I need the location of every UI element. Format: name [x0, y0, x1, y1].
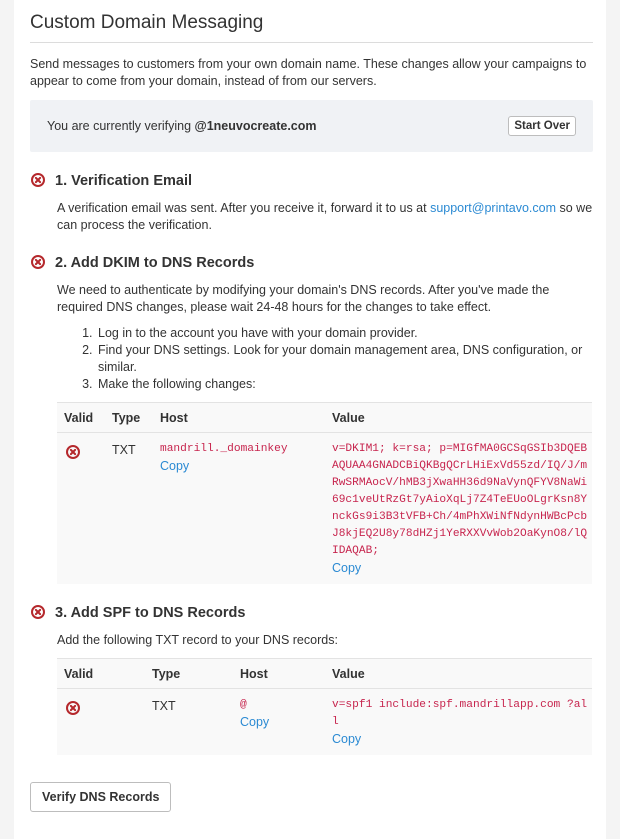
spf-host-value: @ [240, 699, 247, 711]
step1-text [57, 200, 593, 234]
step3-text: Add the following TXT record to your DNS records: [57, 633, 338, 647]
dkim-dns-table [57, 402, 592, 584]
dkim-valid-x-circle-icon [66, 445, 80, 459]
dkim-host-cell [160, 441, 320, 475]
spf-value-copy-link[interactable]: Copy [332, 732, 362, 746]
spf-host-cell [240, 697, 320, 731]
main-panel [14, 0, 606, 839]
support-email-link[interactable]: support@printavo.com [430, 201, 557, 215]
step2-text: We need to authenticate by modifying your domain's DNS records. After you've made the required DNS changes, please wait 24-48 hours for the changes to take effect. [57, 283, 550, 314]
spf-dns-table [57, 658, 592, 755]
verification-prefix: You are currently verifying [47, 119, 195, 133]
dkim-header-host: Host [160, 411, 188, 425]
spf-header-valid: Valid [64, 667, 94, 681]
step1-status-x-circle-icon [31, 173, 45, 187]
dkim-header-value: Value [332, 411, 365, 425]
dkim-header-valid: Valid [64, 411, 94, 425]
verify-dns-records-button[interactable]: Verify DNS Records [30, 782, 171, 812]
page-title: Custom Domain Messaging [30, 12, 593, 43]
start-over-button[interactable]: Start Over [508, 116, 576, 136]
step2-status-x-circle-icon [31, 255, 45, 269]
instruction-item: 3. Make the following changes: [96, 376, 606, 393]
step1-text-after: so we can process the verification. [57, 201, 593, 232]
dkim-host-copy-link[interactable]: Copy [160, 459, 190, 473]
spf-header-host: Host [240, 667, 268, 681]
dkim-value: v=DKIM1; k=rsa; p=MIGfMA0GCSqGSIb3DQEBAQUAA4GNADCBiQKBgQCrLHiExVd55zd/IQ/J/mRwSRMAocV/hMB3jXwaHH36d9NaVynQFYV8NaWi69c1veUtRzGt7yAioXqLj7Z4TeEUoOLgrKsn8YnckGs9i3B3tVFB+Ch/4mPhXWiNfNdynHWBcPcbJ8kjEQ2U8y78dHZj1YeRXXVvWob2OaKynO8/lQIDAQAB; [332, 443, 588, 557]
intro-text: Send messages to customers from your own domain name. These changes allow your campaigns to appear to come from your domain, instead of from our servers. [30, 57, 587, 88]
table-divider [57, 688, 592, 689]
spf-header-type: Type [152, 667, 181, 681]
spf-header-value: Value [332, 667, 365, 681]
verification-status-box [30, 100, 593, 152]
dkim-value-copy-link[interactable]: Copy [332, 561, 362, 575]
verification-domain: @1neuvocreate.com [194, 119, 317, 133]
dkim-host-value: mandrill._domainkey [160, 443, 288, 455]
dkim-header-type: Type [112, 411, 141, 425]
step1-title: 1. Verification Email [55, 173, 192, 189]
step3-title: 3. Add SPF to DNS Records [55, 605, 246, 621]
step1-text-before: A verification email was sent. After you receive it, forward it to us at [57, 201, 431, 215]
dkim-value-cell [332, 441, 588, 577]
spf-type: TXT [152, 699, 176, 713]
verification-status-text [47, 119, 317, 133]
spf-value: v=spf1 include:spf.mandrillapp.com ?all [332, 699, 588, 728]
dns-instructions-list [76, 325, 606, 393]
instruction-item: 1. Log in to the account you have with your domain provider. [96, 325, 606, 342]
dkim-type: TXT [112, 443, 136, 457]
step3-status-x-circle-icon [31, 605, 45, 619]
spf-host-copy-link[interactable]: Copy [240, 715, 270, 729]
instruction-item: 2. Find your DNS settings. Look for your domain management area, DNS configuration, or similar. [96, 342, 606, 376]
step2-title: 2. Add DKIM to DNS Records [55, 255, 255, 271]
table-divider [57, 432, 592, 433]
spf-valid-x-circle-icon [66, 701, 80, 715]
spf-value-cell [332, 697, 588, 748]
